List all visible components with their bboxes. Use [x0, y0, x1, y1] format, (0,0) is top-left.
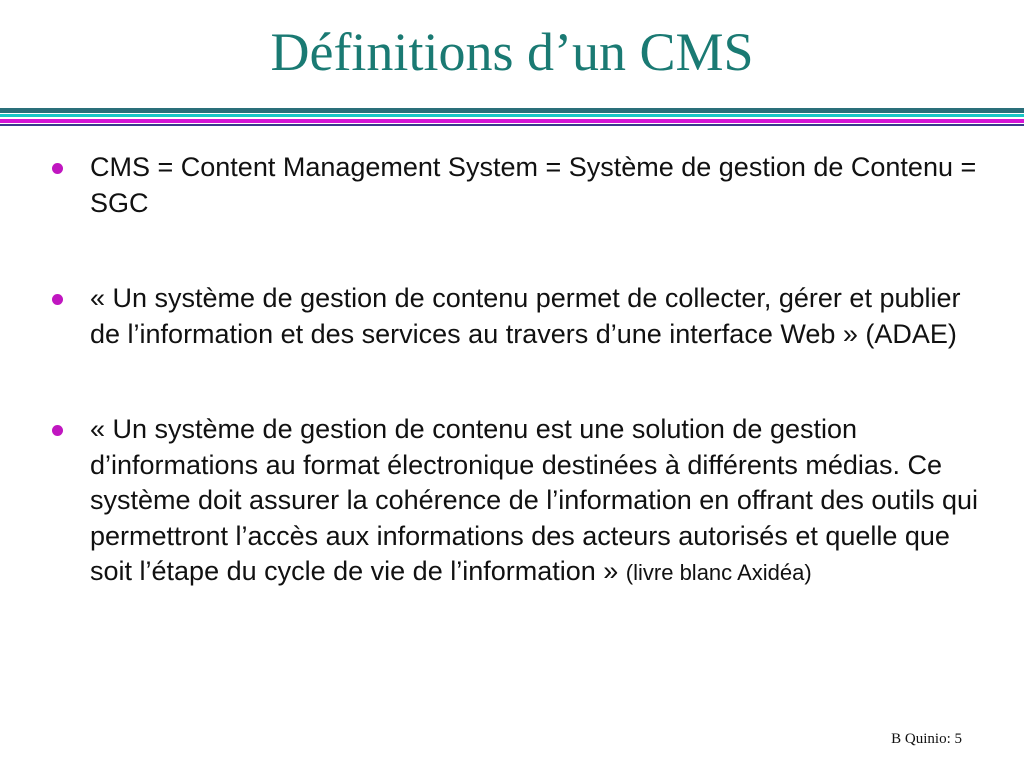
slide-footer: B Quinio: 5 [891, 731, 962, 747]
bullet-item [52, 150, 992, 221]
title-underline-teal [0, 108, 1024, 113]
bullet-citation: (livre blanc Axidéa) [625, 560, 812, 585]
title-underline-cyan [0, 114, 1024, 117]
bullet-list [52, 150, 992, 591]
bullet-text: « Un système de gestion de contenu permet de collecter, gérer et publier de l’information et des services au travers d’une interface Web » (ADAE) [90, 283, 961, 349]
bullet-dot-icon [52, 425, 63, 436]
title-underline-navy [0, 124, 1024, 126]
bullet-item [52, 281, 992, 352]
title-underline-magenta [0, 119, 1024, 123]
bullet-item [52, 412, 992, 591]
bullet-text: CMS = Content Management System = Système de gestion de Contenu = SGC [90, 152, 977, 218]
bullet-text: « Un système de gestion de contenu est une solution de gestion d’informations au format électronique destinées à différents médias. Ce système doit assurer la cohérence de l’information en offrant des outils qui permettront l’accès aux informations des acteurs autorisés et quelle que soit l’étape du cycle de vie de l’information » [90, 414, 978, 586]
bullet-dot-icon [52, 163, 63, 174]
bullet-dot-icon [52, 294, 63, 305]
slide-title: Définitions d’un CMS [270, 22, 754, 82]
